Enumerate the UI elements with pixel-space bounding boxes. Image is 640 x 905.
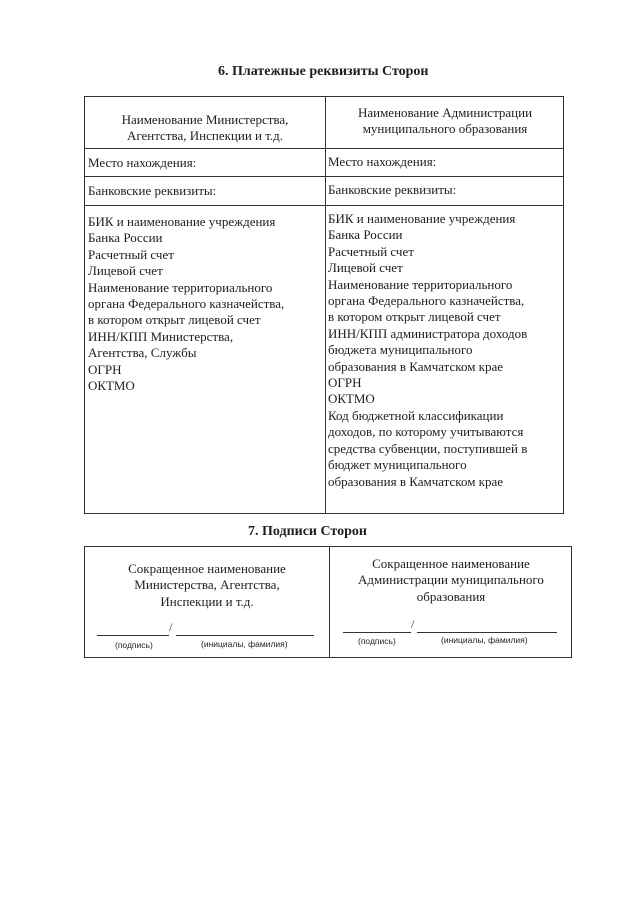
section-7-title: 7. Подписи Сторон xyxy=(248,524,367,539)
detail-line: Наименование территориального xyxy=(88,279,273,295)
name-line: Инспекции и т.д. xyxy=(160,593,254,609)
signature-separator: / xyxy=(169,620,173,634)
detail-line: Код бюджетной классификации xyxy=(328,407,504,423)
detail-line: ОКТМО xyxy=(328,391,375,407)
initials-caption: (инициалы, фамилия) xyxy=(441,635,528,645)
detail-line: Расчетный счет xyxy=(88,246,174,262)
ministry-header-text: Наименование Министерства, Агентства, Инспекции и т.д. xyxy=(121,112,289,144)
municipality-location: Место нахождения: xyxy=(328,154,437,169)
detail-line: средства субвенции, поступившей в xyxy=(328,440,528,456)
ministry-details xyxy=(88,214,284,394)
detail-line: ОКТМО xyxy=(88,378,135,394)
ministry-bank: Банковские реквизиты: xyxy=(88,183,217,198)
signature-line[interactable] xyxy=(343,632,411,633)
name-line: Сокращенное наименование xyxy=(372,556,530,571)
payment-details-table xyxy=(84,96,564,514)
initials-caption: (инициалы, фамилия) xyxy=(201,639,288,649)
detail-line: Агентства, Службы xyxy=(88,345,197,361)
detail-line: БИК и наименование учреждения xyxy=(88,214,276,229)
row-divider xyxy=(85,176,563,177)
table-divider xyxy=(325,97,326,513)
detail-line: в котором открыт лицевой счет xyxy=(88,312,261,328)
signature-separator: / xyxy=(411,617,415,631)
detail-line: Расчетный счет xyxy=(328,243,414,259)
detail-line: Наименование территориального xyxy=(328,276,513,292)
ministry-short-name xyxy=(85,561,329,610)
detail-line: органа Федерального казначейства, xyxy=(88,296,285,312)
initials-line[interactable] xyxy=(417,632,557,633)
ministry-header xyxy=(85,112,325,145)
row-divider xyxy=(85,148,563,149)
name-line: Министерства, Агентства, xyxy=(134,577,280,593)
detail-line: Лицевой счет xyxy=(88,263,163,279)
detail-line: Лицевой счет xyxy=(328,260,403,276)
row-divider xyxy=(85,205,563,206)
municipality-header-text: Наименование Администрации муниципального образования xyxy=(357,105,533,137)
detail-line: ИНН/КПП администратора доходов xyxy=(328,325,528,341)
signature-line[interactable] xyxy=(97,635,169,636)
municipality-details xyxy=(328,211,527,490)
detail-line: БИК и наименование учреждения xyxy=(328,211,516,226)
detail-line: бюджета муниципального xyxy=(328,342,473,358)
detail-line: в котором открыт лицевой счет xyxy=(328,309,501,325)
detail-line: органа Федерального казначейства, xyxy=(328,293,525,309)
detail-line: бюджет муниципального xyxy=(328,457,467,473)
detail-line: доходов, по которому учитываются xyxy=(328,424,524,440)
signature-caption: (подпись) xyxy=(358,636,396,646)
name-line: Администрации муниципального xyxy=(358,572,544,588)
ministry-location: Место нахождения: xyxy=(88,155,197,170)
detail-line: образования в Камчатском крае xyxy=(328,358,504,374)
detail-line: образования в Камчатском крае xyxy=(328,473,504,489)
detail-line: ИНН/КПП Министерства, xyxy=(88,328,234,344)
initials-line[interactable] xyxy=(176,635,314,636)
municipality-short-name xyxy=(329,556,573,605)
signatures-table xyxy=(84,546,572,658)
detail-line: ОГРН xyxy=(88,361,122,377)
name-line: образования xyxy=(416,588,486,604)
name-line: Сокращенное наименование xyxy=(128,561,286,576)
section-6-title: 6. Платежные реквизиты Сторон xyxy=(218,64,429,79)
detail-line: Банка России xyxy=(328,227,403,243)
detail-line: ОГРН xyxy=(328,375,362,391)
signature-caption: (подпись) xyxy=(115,640,153,650)
municipality-header xyxy=(325,105,565,138)
detail-line: Банка России xyxy=(88,230,163,246)
municipality-bank: Банковские реквизиты: xyxy=(328,182,457,197)
